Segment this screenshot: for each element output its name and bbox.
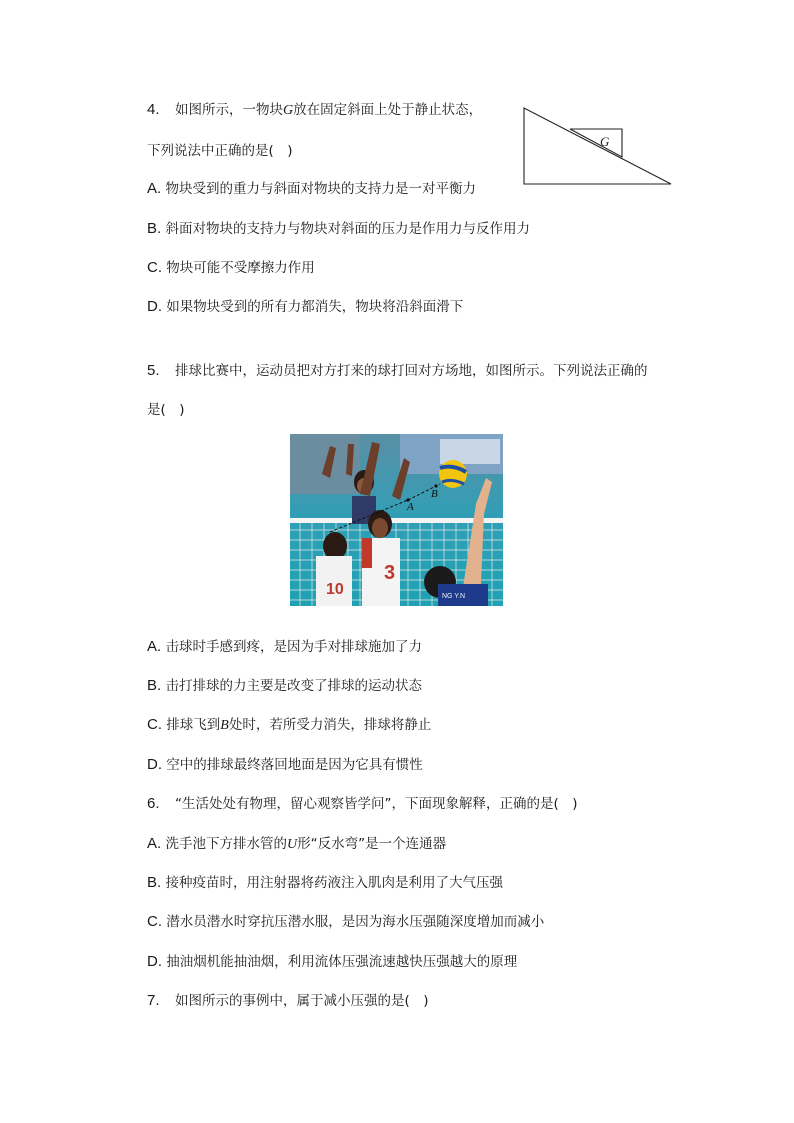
q5-option-c-letter: C. <box>147 716 162 733</box>
q7-number: 7. <box>147 992 160 1009</box>
q5-option-a-text: 击球时手感到疼，是因为手对排球施加了力 <box>165 639 422 655</box>
q6-option-c-letter: C. <box>147 913 162 930</box>
q4-var-g: G <box>283 103 294 118</box>
q5-stem-text: 排球比赛中，运动员把对方打来的球打回对方场地，如图所示。下列说法正确的 <box>175 363 648 379</box>
q4-stem-text-b: 放在固定斜面上处于静止状态， <box>293 102 483 118</box>
q6-option-a <box>147 835 446 854</box>
q6-option-d-letter: D. <box>147 953 162 970</box>
shirt-text: NG Y.N <box>442 593 466 600</box>
q5-option-c-var: B <box>220 718 229 733</box>
q5-option-b <box>147 677 422 695</box>
q5-option-d-letter: D. <box>147 756 162 773</box>
q4-option-a-text: 物块受到的重力与斜面对物块的支持力是一对平衡力 <box>165 181 476 197</box>
q5-option-b-letter: B. <box>147 677 162 694</box>
q4-option-b-letter: B. <box>147 220 162 237</box>
jersey-number-10: 10 <box>326 581 344 598</box>
q5-stem-line2: 是( ) <box>147 402 185 418</box>
q6-option-a-var: U <box>286 837 298 852</box>
q5-option-a <box>147 638 422 656</box>
q6-option-c <box>147 913 544 931</box>
q6-stem-text: “生活处处有物理，留心观察皆学问”，下面现象解释，正确的是( ) <box>175 796 578 812</box>
q5-option-c <box>147 716 431 735</box>
q4-stem-line1 <box>147 101 482 120</box>
q4-stem-line2: 下列说法中正确的是( ) <box>147 143 293 159</box>
point-a-label: A <box>407 501 414 513</box>
q5-option-c-text-post: 处时，若所受力消失，排球将静止 <box>228 717 432 733</box>
q6-stem <box>147 795 578 813</box>
q4-option-b <box>147 220 530 238</box>
q4-option-d-letter: D. <box>147 298 162 315</box>
jersey-number-3: 3 <box>384 562 396 584</box>
q4-option-b-text: 斜面对物块的支持力与物块对斜面的压力是作用力与反作用力 <box>165 221 530 237</box>
q4-option-d <box>147 298 463 316</box>
q6-option-a-text-post: 形“反水弯”是一个连通器 <box>297 836 447 852</box>
q5-option-c-text-pre: 排球飞到 <box>166 717 221 733</box>
q5-option-d <box>147 756 423 774</box>
q6-option-a-letter: A. <box>147 835 162 852</box>
q6-option-d <box>147 953 517 971</box>
q6-option-d-text: 抽油烟机能抽油烟，利用流体压强流速越快压强越大的原理 <box>166 954 518 970</box>
q4-stem-text: 如图所示，一物块 <box>175 102 283 118</box>
incline-figure <box>520 104 675 186</box>
q6-number: 6. <box>147 795 160 812</box>
q4-option-c <box>147 259 315 277</box>
q6-option-b-letter: B. <box>147 874 162 891</box>
q5-number: 5. <box>147 362 160 379</box>
q4-option-a-letter: A. <box>147 180 162 197</box>
q4-option-a <box>147 180 476 198</box>
q6-option-a-text-pre: 洗手池下方排水管的 <box>165 836 287 852</box>
q5-option-b-text: 击打排球的力主要是改变了排球的运动状态 <box>165 678 422 694</box>
q6-option-c-text: 潜水员潜水时穿抗压潜水服，是因为海水压强随深度增加而减小 <box>166 914 545 930</box>
q7-stem <box>147 992 429 1010</box>
q6-option-b <box>147 874 503 892</box>
volleyball-photo <box>290 434 503 606</box>
q5-option-a-letter: A. <box>147 638 162 655</box>
block-label-g: G <box>600 134 610 149</box>
q4-number: 4. <box>147 101 160 118</box>
q7-stem-text: 如图所示的事例中，属于减小压强的是( ) <box>175 993 429 1009</box>
point-b-label: B <box>431 488 438 500</box>
q4-option-c-text: 物块可能不受摩擦力作用 <box>166 260 315 276</box>
q4-option-d-text: 如果物块受到的所有力都消失，物块将沿斜面滑下 <box>166 299 464 315</box>
q5-stem-line1 <box>147 362 648 380</box>
q5-option-d-text: 空中的排球最终落回地面是因为它具有惯性 <box>166 757 423 773</box>
q6-option-b-text: 接种疫苗时，用注射器将药液注入肌肉是利用了大气压强 <box>165 875 503 891</box>
q4-option-c-letter: C. <box>147 259 162 276</box>
